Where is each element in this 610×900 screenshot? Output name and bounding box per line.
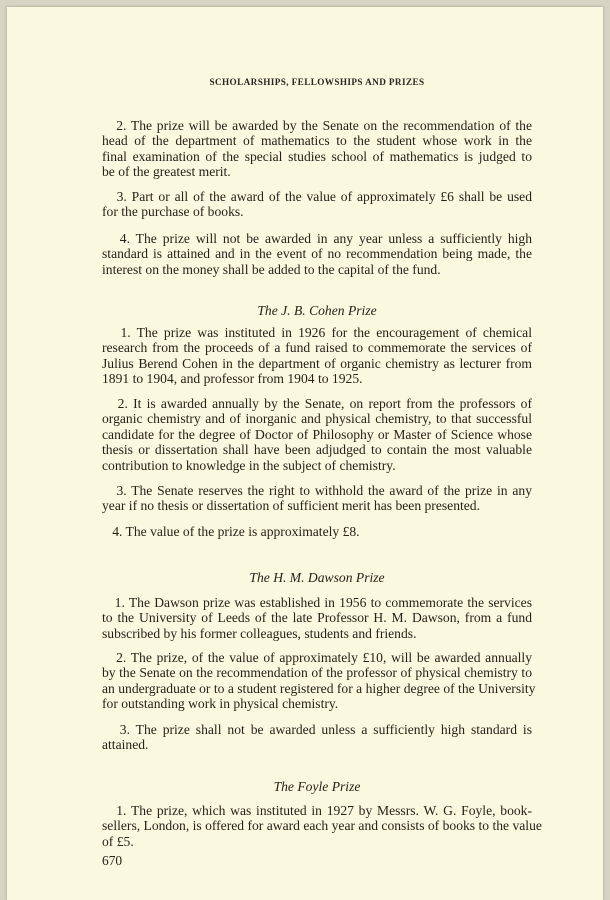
text-line: 1891 to 1904, and professor from 1904 to 1925. [102,371,363,387]
text-line: contribution to knowledge in the subject of chemistry. [102,457,396,473]
text-line: 3. The prize shall not be awarded unless a sufficiently high standard is [102,722,532,737]
paragraph [102,231,532,277]
text-line: research from the proceeds of a fund raised to commemorate the services of [102,340,532,356]
text-line: 1. The prize, which was instituted in 1927 by Messrs. W. G. Foyle, book- [102,803,532,818]
text-line: 2. It is awarded annually by the Senate, on report from the professors of [102,396,532,411]
text-line: an undergraduate or to a student registered for a higher degree of the University [102,680,536,696]
section-heading-cohen-prize: The J. B. Cohen Prize [257,303,377,318]
text-line: of £5. [102,833,134,849]
text-line: interest on the money shall be added to the capital of the fund. [102,261,441,277]
paragraph [102,483,532,514]
section-heading-dawson-prize: The H. M. Dawson Prize [249,570,385,585]
paragraph [102,118,532,180]
section-heading-foyle-prize: The Foyle Prize [273,779,361,794]
text-line: Julius Berend Cohen in the department of organic chemistry as lecturer from [102,355,532,371]
paragraph [102,650,536,712]
text-line: be of the greatest merit. [102,164,231,180]
paragraph [102,595,532,641]
text-line: 4. The value of the prize is approximately £8. [102,524,360,539]
text-line: 4. The prize will not be awarded in any year unless a sufficiently high [102,231,532,246]
text-line: 3. The Senate reserves the right to withhold the award of the prize in any [102,483,532,498]
text-line: standard is attained and in the event of no recommendation being made, the [102,246,532,262]
paragraph [102,524,532,539]
text-line: sellers, London, is offered for award each year and consists of books to the value [102,818,542,834]
text-line: by the Senate on the recommendation of the professor of physical chemistry to [102,665,532,681]
text-line: final examination of the special studies school of mathematics is judged to [102,148,532,164]
text-line: attained. [102,737,149,753]
document-page [7,7,603,900]
paragraph [102,803,542,849]
text-line: thesis or dissertation shall have been adjudged to contain the most valuable [102,442,532,458]
paragraph [102,722,532,753]
paragraph [102,189,532,220]
text-line: candidate for the degree of Doctor of Philosophy or Master of Science whose [102,426,532,442]
text-line: head of the department of mathematics to the student whose work in the [102,133,532,149]
text-line: to the University of Leeds of the late Professor H. M. Dawson, from a fund [102,610,532,626]
text-line: 1. The Dawson prize was established in 1956 to commemorate the services [102,595,532,610]
paragraph [102,396,532,473]
text-line: for outstanding work in physical chemistry. [102,696,339,712]
page-number: 670 [102,853,123,868]
text-line: 3. Part or all of the award of the value of approximately £6 shall be used [102,189,532,204]
text-line: 2. The prize will be awarded by the Senate on the recommendation of the [102,118,532,133]
paragraph [102,325,532,387]
running-head: SCHOLARSHIPS, FELLOWSHIPS AND PRIZES [209,77,425,87]
text-line: for the purchase of books. [102,204,244,220]
text-line: year if no thesis or dissertation of sufficient merit has been presented. [102,498,480,514]
text-line: 2. The prize, of the value of approximately £10, will be awarded annually [102,650,532,665]
text-line: 1. The prize was instituted in 1926 for the encouragement of chemical [102,325,532,340]
text-line: subscribed by his former colleagues, students and friends. [102,625,417,641]
text-line: organic chemistry and of inorganic and physical chemistry, to that successful [102,411,532,427]
